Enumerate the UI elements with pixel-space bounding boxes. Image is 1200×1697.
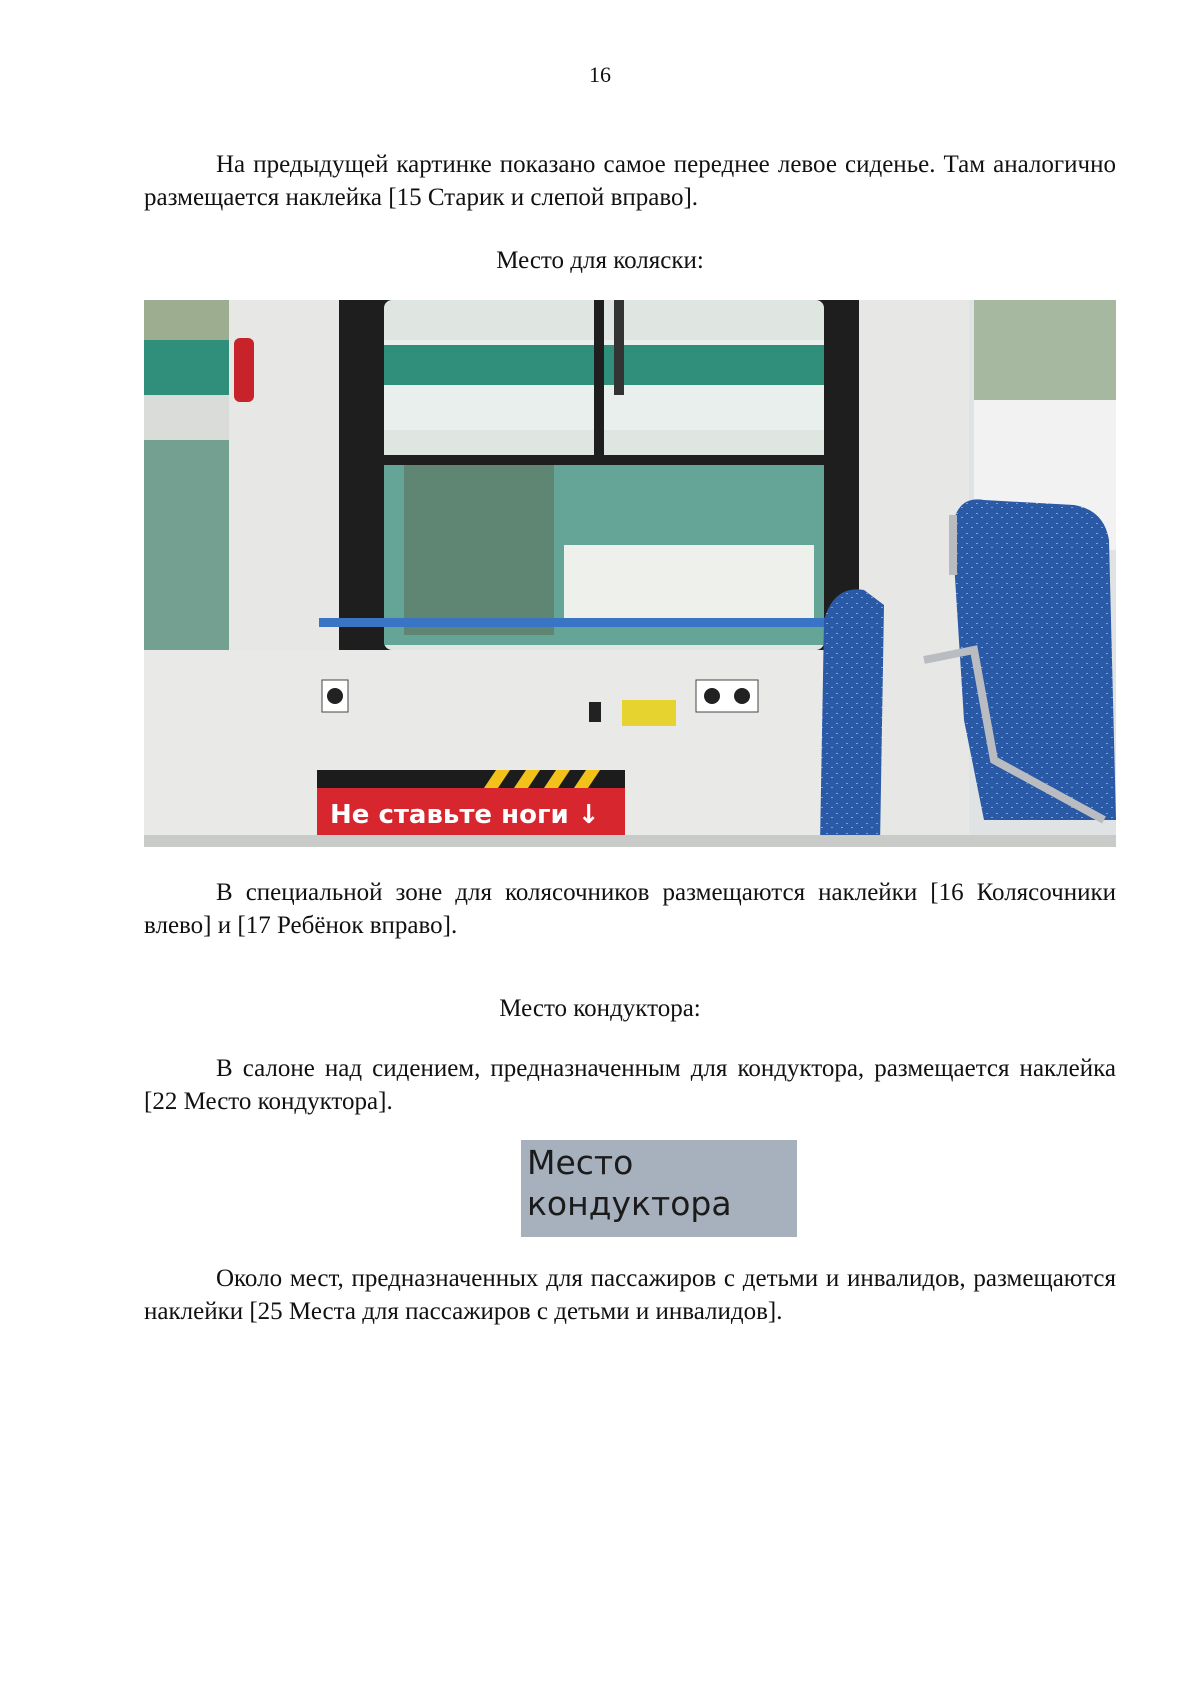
warning-sticker-text: Не ставьте ноги ↓ [330, 800, 600, 830]
heading-conductor-place: Место кондуктора: [499, 995, 701, 1022]
call-button-icon [589, 702, 601, 722]
conductor-sticker-line1: Место [527, 1143, 634, 1182]
page-number: 16 [589, 62, 611, 87]
yellow-plate [622, 700, 676, 726]
paragraph-previous-seat: На предыдущей картинке показано самое переднее левое сиденье. Там аналогично размещается наклейка [15 Старик и слепой вправо]. [144, 151, 1116, 211]
paragraph-priority-seats: Около мест, предназначенных для пассажиров с детьми и инвалидов, размещаются наклейки [25 Места для пассажиров с детьми и инвалидов]. [144, 1265, 1116, 1325]
conductor-sticker [521, 1140, 797, 1237]
heading-stroller-place: Место для коляски: [496, 247, 704, 274]
folding-seat [820, 589, 884, 845]
conductor-sticker-line2: кондуктора [527, 1184, 732, 1223]
paragraph-wheelchair-zone: В специальной зоне для колясочников размещаются наклейки [16 Колясочники влево] и [17 Ребёнок вправо]. [144, 879, 1116, 939]
fire-extinguisher-icon [234, 338, 254, 402]
tram-interior-photo [144, 300, 1116, 847]
paragraph-conductor-seat: В салоне над сидением, предназначенным для кондуктора, размещается наклейка [22 Место кондуктора]. [144, 1055, 1116, 1115]
